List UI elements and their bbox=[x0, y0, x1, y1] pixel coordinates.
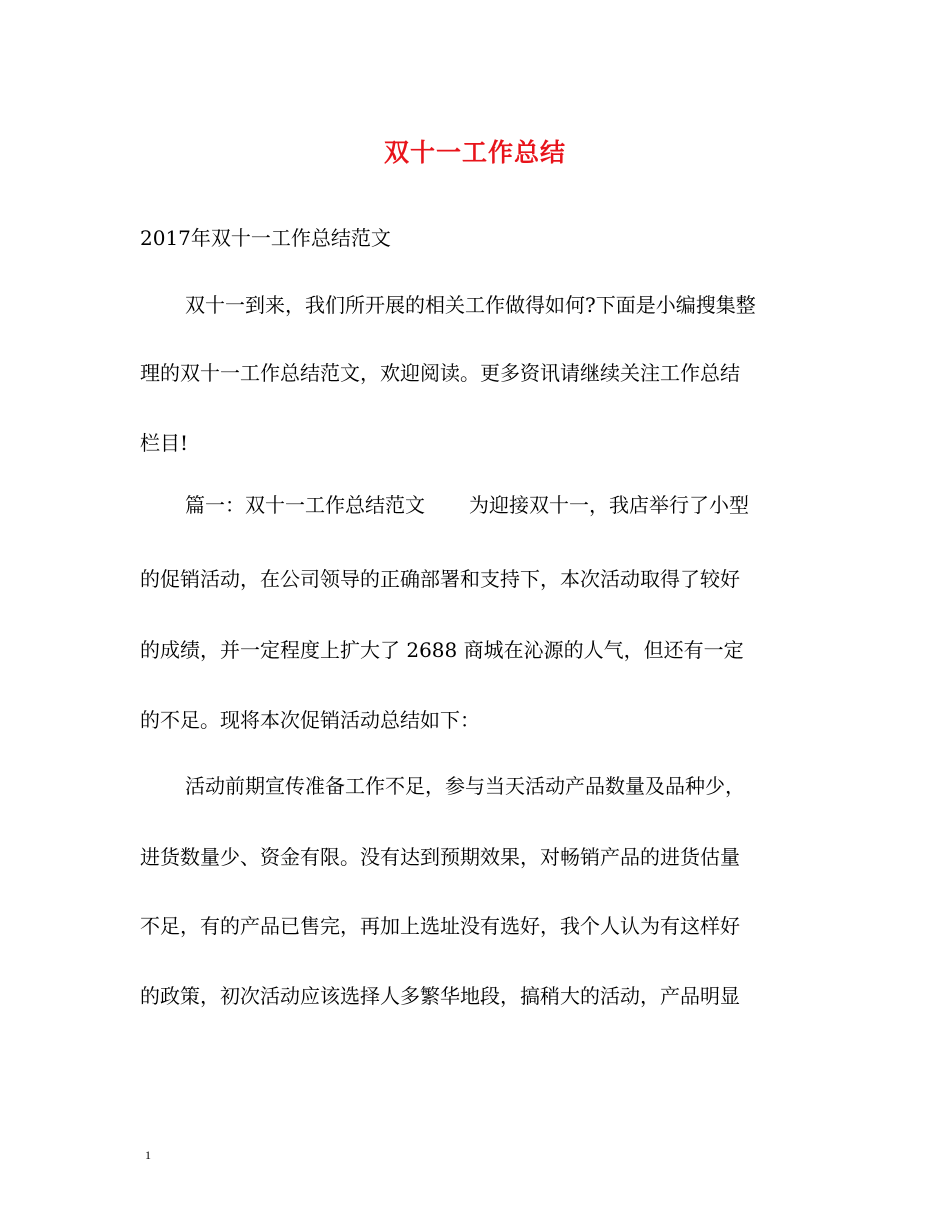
paragraph-text: 为迎接双十一，我店举行了小型 bbox=[469, 493, 749, 517]
paragraph-line: 进货数量少、资金有限。没有达到预期效果，对畅销产品的进货估量 bbox=[140, 845, 740, 869]
paragraph-line: 双十一到来，我们所开展的相关工作做得如何?下面是小编搜集整 bbox=[185, 293, 756, 317]
paragraph-line: 的政策，初次活动应该选择人多繁华地段，搞稍大的活动，产品明显 bbox=[140, 984, 740, 1008]
section-heading-line bbox=[185, 489, 749, 518]
page-number: 1 bbox=[145, 1148, 151, 1162]
paragraph-line: 理的双十一工作总结范文，欢迎阅读。更多资讯请继续关注工作总结 bbox=[140, 361, 740, 385]
paragraph-line: 的不足。现将本次促销活动总结如下： bbox=[140, 708, 480, 732]
section-heading: 篇一：双十一工作总结范文 bbox=[185, 493, 425, 517]
paragraph-line: 栏目! bbox=[140, 431, 189, 455]
paragraph-line: 的促销活动，在公司领导的正确部署和支持下，本次活动取得了较好 bbox=[140, 567, 740, 591]
document-subtitle: 2017年双十一工作总结范文 bbox=[140, 226, 391, 250]
paragraph-line: 的成绩，并一定程度上扩大了 2688 商城在沁源的人气，但还有一定 bbox=[140, 638, 744, 662]
paragraph-line: 不足，有的产品已售完，再加上选址没有选好，我个人认为有这样好 bbox=[140, 914, 740, 938]
paragraph-line: 活动前期宣传准备工作不足，参与当天活动产品数量及品种少， bbox=[185, 774, 745, 798]
document-title: 双十一工作总结 bbox=[383, 138, 566, 167]
